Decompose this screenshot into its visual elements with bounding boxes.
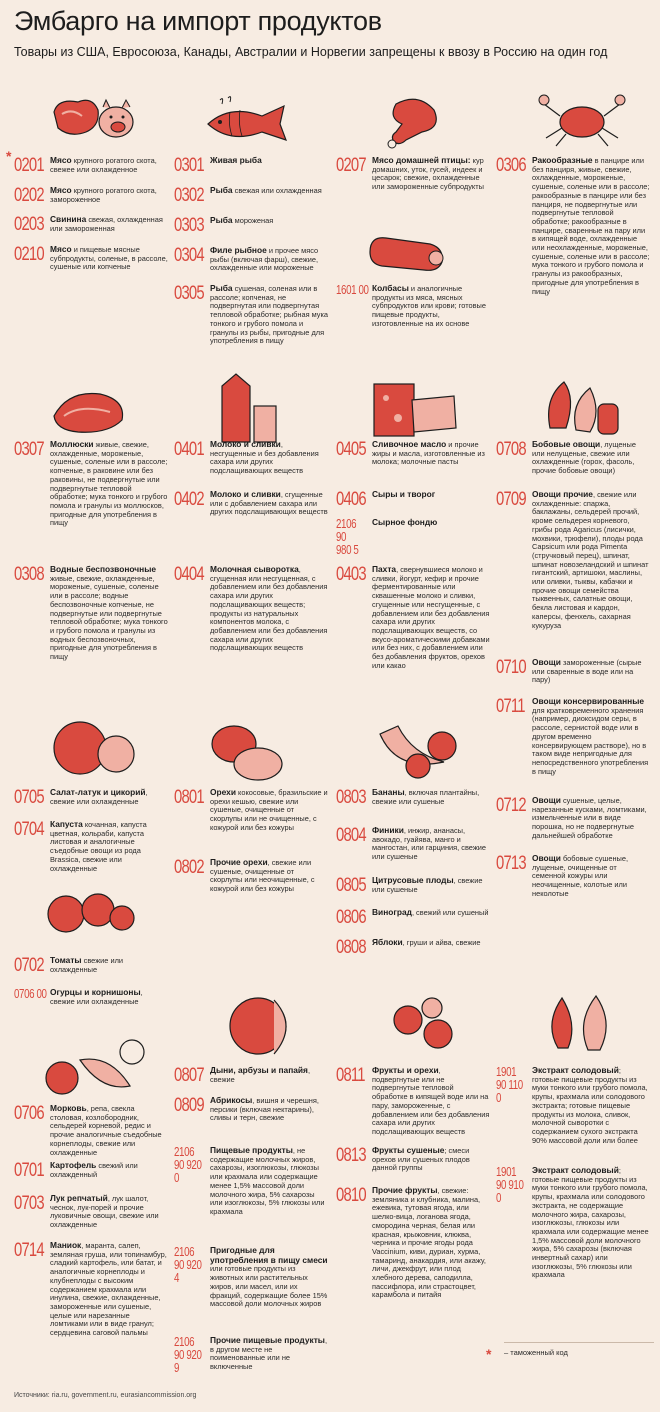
product-name: Прочие пищевые продукты (210, 1335, 325, 1345)
code-entry-0710 (496, 658, 650, 685)
milk-carton-icon (214, 370, 294, 446)
product-description: , маранта, салеп, земляная груша, или топинамбур, сладкий картофель, или батат, и аналогичные корнеплоды и клубнеплоды с высоким содержанием крахмала или инулина, свежие, охлажденные, замороженные или сушеные, целые или нарезанные ломтиками или в виде гранул; сердцевина саговой пальмы (50, 1241, 167, 1338)
legend-divider (504, 1342, 654, 1343)
product-description: бобовые сушеные, лущеные, очищенные от семенной кожуры или неочищенные, колотые или неколотые (532, 854, 629, 898)
product-name: Овощи (532, 657, 561, 667)
code-entry-0207 (336, 156, 490, 192)
product-description: , сгущенные или с добавлением сахара или других подслащивающих веществ (210, 490, 328, 517)
product-description: в панцире или без панциря, живые, свежие, охлажденные, мороженые, сушеные, соленые или в рассоле; ракообразные в панцире или без панциря, не подвергнутые или подвергнутые тепловой обработке; ракообразные в панцире, сваренные на пару или в кипящей воде, охлажденные или неохлажденные, мороженые, сушеные, соленые или в рассоле; мука тонкого и грубого помола и гранулы из ракообразных, пригодные для употребления в пищу (532, 156, 650, 296)
code-entry-0705 (14, 788, 168, 806)
customs-code: 0705 (14, 787, 44, 808)
cheese-icon (370, 370, 466, 444)
product-description: свежая или охлажденная (232, 186, 322, 195)
code-entry-0807 (174, 1066, 328, 1084)
product-name: Овощи прочие (532, 489, 593, 499)
product-description: , свежие или сушеные (372, 876, 483, 894)
product-name: Мясо (50, 155, 72, 165)
code-entry-0806 (336, 907, 490, 928)
product-description: кур домашних, уток, гусей, индеек и цесарок; свежие, охлажденные или замороженные субпродукты (372, 156, 484, 192)
legend-text: – таможенный код (504, 1348, 568, 1357)
product-name: Бобовые овощи (532, 439, 601, 449)
customs-code: 2106 90 920 4 (174, 1245, 202, 1285)
product-description: , свежие или охлажденные (50, 988, 143, 1006)
customs-code: 0806 (336, 907, 366, 928)
product-name: Мясо (50, 244, 72, 254)
product-description: , лук шалот, чеснок, лук-порей и прочие луковичные овощи, свежие или охлажденные (50, 1194, 159, 1230)
nuts-icon (204, 716, 290, 788)
product-description: и аналогичные продукты из мяса, мясных субпродуктов или крови; готовые пищевые продукты, изготовленные на их основе (372, 284, 486, 328)
product-name: Мясо (50, 185, 72, 195)
product-name: Экстракт солодовый (532, 1165, 619, 1175)
customs-code: 0402 (174, 489, 204, 510)
product-name: Свинина (50, 214, 87, 224)
sausage-icon (360, 222, 450, 282)
code-entry-0305 (174, 284, 328, 346)
customs-code: 0714 (14, 1240, 44, 1261)
code-entry-0406 (336, 489, 490, 510)
product-name: Овощи (532, 853, 561, 863)
melon-icon (224, 988, 300, 1064)
product-name: Рыба (210, 185, 233, 195)
customs-code: 0807 (174, 1065, 204, 1086)
product-name: Сыры и творог (372, 489, 436, 499)
code-entry-0201 (14, 156, 168, 174)
product-description: сушеные, целые, нарезанные кусками, ломтиками, измельченные или в виде порошка, но не подвергнутые дальнейшей обработке (532, 796, 647, 840)
product-description: , свежие (210, 1066, 311, 1084)
customs-code: 0405 (336, 439, 366, 460)
product-name: Овощи (532, 795, 561, 805)
code-entry-0810 (336, 1186, 490, 1300)
product-description: , инжир, ананасы, авокадо, гуайява, манго и мангостан, или гарциния, свежие или сушеные (372, 826, 487, 862)
code-entry-1901-90-910-0 (496, 1166, 650, 1280)
customs-code: 0801 (174, 787, 204, 808)
customs-code: 2106 90 920 9 (174, 1335, 202, 1375)
product-description: , груши и айва, свежие (402, 938, 481, 947)
product-name: Абрикосы (210, 1095, 253, 1105)
product-name: Пищевые продукты (210, 1145, 293, 1155)
customs-code: 0808 (336, 937, 366, 958)
product-description: , свежие или охлажденные (50, 788, 148, 806)
footnote-star: * (6, 148, 12, 164)
product-name: Картофель (50, 1160, 97, 1170)
code-entry-1901-90-110-0 (496, 1066, 650, 1145)
customs-code: 0703 (14, 1193, 44, 1214)
customs-code: 0306 (496, 155, 526, 176)
product-name: Маниок (50, 1240, 82, 1250)
customs-code: 0401 (174, 439, 204, 460)
code-entry-0713 (496, 854, 650, 899)
code-entry-2106-90-920-0 (174, 1146, 328, 1217)
customs-code: 0804 (336, 825, 366, 846)
customs-code: 0711 (496, 696, 525, 717)
code-entry-0803 (336, 788, 490, 806)
product-description: , свежие или охлажденные: спаржа, баклажаны, сельдерей прочий, кроме сельдерея корневого, грибы рода Agaricus (лисички, мохвики, трюфели), плоды рода Capsicum или рода Pimenta (стручковый перец), шпинат, шпинат новозеландский и шпинат гигантский, артишоки, маслины, или оливки, тыквы, кабачки и прочие овощи семейства тыквенных, салатные овощи, бекла листовая и кардон, каперсы, фенхель, сахарная кукуруза (532, 490, 649, 630)
product-name: Пахта (372, 564, 397, 574)
customs-code: 0811 (336, 1065, 365, 1086)
customs-code: 0304 (174, 245, 204, 266)
product-name: Моллюски (50, 439, 94, 449)
product-description: кокосовые, бразильские и орехи кешью, свежие или сушеные, очищенные от скорлупы или не очищенные, с кожурой или без кожуры (210, 788, 328, 832)
product-description: свежие или охлажденные (50, 956, 124, 974)
product-name: Ракообразные (532, 155, 593, 165)
code-entry-0813 (336, 1146, 490, 1173)
customs-code: 0305 (174, 283, 204, 304)
customs-code: 0802 (174, 857, 204, 878)
product-description: и прочее мясо рыбы (включая фарш), свежие, охлажденные или мороженые (210, 246, 319, 273)
code-entry-0708 (496, 440, 650, 476)
code-entry-0706-00 (14, 988, 168, 1006)
product-name: Виноград (372, 907, 412, 917)
product-description: ; готовые пищевые продукты из муки тонкого или грубого помола, крупы, крахмала или солодового экстракта; готовые пищевые продукты из молока, сливок, молочной сыворотки с содержанием сухого экстракта 90% массовой доли или более (532, 1066, 648, 1145)
product-description: , не содержащие молочных жиров, сахарозы, изоглюкозы, глюкозы или крахмала или содержащие менее 1,5% массовой доли молочного жира, 5% сахарозы или изоглюкозы, 5% глюкозы или крахмала (210, 1146, 325, 1216)
cabbage-icon (44, 712, 144, 782)
code-entry-0404 (174, 565, 328, 653)
product-name: Рыба (210, 215, 233, 225)
product-description: мороженая (232, 216, 274, 225)
customs-code: 0805 (336, 875, 366, 896)
product-description: и пищевые мясные субпродукты, соленые, в рассоле, сушеные или копченые (50, 245, 168, 272)
customs-code: 2106 90 920 0 (174, 1145, 202, 1185)
code-entry-2106-90-920-4 (174, 1246, 328, 1309)
product-name: Фрукты и орехи (372, 1065, 439, 1075)
code-entry-0714 (14, 1241, 168, 1338)
product-description: или готовые продукты из животных или растительных жиров, или масел, или их фракций, содержащие более 15% массовой доли молочных жиров (210, 1264, 328, 1309)
customs-code: 0307 (14, 439, 44, 460)
customs-code: 0406 (336, 489, 366, 510)
code-entry-0307 (14, 440, 168, 528)
code-entry-0809 (174, 1096, 328, 1123)
vegetables-icon (540, 368, 624, 442)
code-entry-0802 (174, 858, 328, 894)
code-entry-0711 (496, 697, 650, 776)
customs-code: 0803 (336, 787, 366, 808)
customs-code: 0403 (336, 564, 366, 585)
customs-code: 0706 00 (14, 987, 47, 1001)
product-name: Прочие фрукты (372, 1185, 438, 1195)
code-entry-0306 (496, 156, 650, 296)
code-entry-0805 (336, 876, 490, 894)
root-vegetables-icon (40, 1030, 150, 1104)
product-description: , свежий или сушеный (411, 908, 489, 917)
fish-icon (200, 94, 292, 150)
code-entry-2106-90-920-9 (174, 1335, 328, 1375)
product-name: Яблоки (372, 937, 403, 947)
crab-icon (536, 86, 628, 152)
code-entry-0304 (174, 246, 328, 273)
malt-extract-icon (538, 988, 628, 1060)
code-entry-0801 (174, 788, 328, 833)
product-name: Прочие орехи (210, 857, 268, 867)
page-subtitle: Товары из США, Евросоюза, Канады, Австралии и Норвегии запрещены к ввозу в Россию на один год (14, 45, 608, 59)
product-name: Живая рыба (210, 155, 262, 165)
customs-code: 0708 (496, 439, 526, 460)
customs-code: 0303 (174, 215, 204, 236)
customs-code: 0203 (14, 214, 44, 235)
product-description: и прочие жиры и масла, изготовленные из молока; молочные пасты (372, 440, 485, 467)
product-name: Морковь (50, 1103, 87, 1113)
customs-code: 0201 (14, 155, 44, 176)
product-description: , лущеные или нелущеные, свежие или охлажденные (горох, фасоль, прочие бобовые овощи) (532, 440, 636, 476)
customs-code: 0702 (14, 955, 44, 976)
product-name: Капуста (50, 819, 83, 829)
product-name: Сливочное масло (372, 439, 447, 449)
product-name: Филе рыбное (210, 245, 267, 255)
product-name: Сырное фондю (372, 517, 438, 527)
code-entry-0203 (14, 215, 168, 233)
code-entry-0210 (14, 245, 168, 272)
bananas-icon (372, 716, 468, 782)
customs-code: 0813 (336, 1145, 366, 1166)
customs-code: 1601 00 (336, 283, 369, 297)
product-description: , свернувшиеся молоко и сливки, йогурт, кефир и прочие ферментированные или сквашенные молоко и сливки, сгущенные или несгущенные, с добавлением или без добавления сахара или других подслащивающих веществ, со вкусо-ароматическими добавками или без них, с добавлением или без добавления фруктов, орехов или какао (372, 565, 490, 670)
code-entry-0402 (174, 490, 328, 517)
code-entry-1601-00 (336, 284, 490, 329)
product-name: Молочная сыворотка (210, 564, 299, 574)
product-name: Мясо домашней птицы: (372, 155, 471, 165)
customs-code: 0701 (14, 1160, 44, 1181)
product-name: Пригодные для употребления в пищу смеси (210, 1245, 328, 1265)
product-name: Бананы (372, 787, 405, 797)
customs-code: 0308 (14, 564, 44, 585)
product-description: , свежие: земляника и клубника, малина, ежевика, тутовая ягода, или шелко-вица, логанова ягода, смородина черная, белая или красная, крыжовник, клюква, черника и прочие ягоды рода Vaccinium, киви, дуриан, хурма, тамаринд, анакардия, или акажу, личи, джекфрут, или плод хлебного дерева, саподилла, пассифлора, или страстоцвет, карамбола и питайя (372, 1186, 486, 1300)
code-entry-0704 (14, 820, 168, 873)
product-description: для кратковременного хранения (например, диоксидом серы, в рассоле, сернистой воде или в другом временно консервирующем растворе), но в таком виде непригодные для непосредственного употребления в пищу (532, 705, 649, 776)
customs-code: 0706 (14, 1103, 44, 1124)
product-name: Томаты (50, 955, 82, 965)
product-description: , в другом месте не поименованные или не включенные (210, 1336, 328, 1372)
product-name: Овощи консервированные (532, 696, 645, 706)
product-description: , репа, свекла столовая, козлобородник, сельдерей корневой, редис и прочие аналогичные съедобные корнеплоды, свежие или охлажденные (50, 1104, 162, 1157)
product-name: Цитрусовые плоды (372, 875, 454, 885)
product-name: Огурцы и корнишоны (50, 987, 141, 997)
code-entry-0401 (174, 440, 328, 476)
code-entry-0405 (336, 440, 490, 467)
legend-star-icon: * (486, 1346, 492, 1362)
code-entry-0202 (14, 186, 168, 204)
code-entry-0712 (496, 796, 650, 841)
product-name: Лук репчатый (50, 1193, 108, 1203)
customs-code: 0302 (174, 185, 204, 206)
chicken-leg-icon (378, 92, 448, 152)
product-name: Колбасы (372, 283, 409, 293)
product-name: Дыни, арбузы и папайя (210, 1065, 308, 1075)
product-description: , несгущенные и без добавления сахара или других подслащивающих веществ (210, 440, 319, 476)
product-description: крупного рогатого скота, свежее или охлажденное (50, 156, 157, 174)
product-name: Фрукты сушеные (372, 1145, 445, 1155)
customs-code: 0712 (496, 795, 526, 816)
product-description: свежая, охлажденная или замороженная (50, 215, 163, 233)
product-name: Салат-латук и цикорий (50, 787, 146, 797)
customs-code: 0710 (496, 657, 526, 678)
product-name: Орехи (210, 787, 236, 797)
code-entry-0308 (14, 565, 168, 662)
customs-code: 0810 (336, 1185, 366, 1206)
product-description: сушеная, соленая или в рассоле; копченая, не подвергнутая или подвергнутая тепловой обработке; рыбная мука тонкого и грубого помола и гранулы из рыбы, пригодные для употребления в пищу (210, 284, 328, 346)
product-name: Молоко и сливки (210, 439, 281, 449)
product-description: , сгущенная или несгущенная, с добавлением или без добавления сахара или других подслащивающих веществ; продукты из натуральных компонентов молока, с добавлением или без добавления сахара или других подслащивающих веществ (210, 565, 328, 653)
pig-and-beef-icon (48, 92, 138, 147)
code-entry-2106-90-980-5 (336, 517, 490, 557)
customs-code: 0210 (14, 244, 44, 265)
product-description: живые, свежие, охлажденные, мороженые, сушеные, соленые или в рассоле; водные беспозвоночные копченые, не подвергнутые или подвергнутые тепловой обработке; мука тонкого и грубого помола и гранулы из водных беспозвоночных, пригодные для употребления в пищу (50, 573, 168, 662)
page-title: Эмбарго на импорт продуктов (14, 6, 382, 36)
customs-code: 0713 (496, 853, 526, 874)
customs-code: 0207 (336, 155, 366, 176)
berries-icon (384, 988, 464, 1058)
code-entry-0301 (174, 155, 328, 176)
product-description: живые, свежие, охлажденные, мороженые, сушеные, соленые или в рассоле; копченые, в раковине или без раковины, не подвергнутые или подвергнутые тепловой обработке; мука тонкого и грубого помола и гранулы из моллюсков, пригодные для употребления в пищу (50, 440, 168, 528)
customs-code: 0809 (174, 1095, 204, 1116)
product-description: , свежие или сушеные, очищенные от скорлупы или неочищенные, с кожурой или без кожуры (210, 858, 315, 894)
product-description: кочанная, капуста цветная, кольраби, капуста листовая и аналогичные съедобные овощи из рода Brassica, свежие или охлажденные (50, 820, 147, 873)
mollusk-icon (48, 384, 132, 440)
code-entry-0701 (14, 1161, 168, 1179)
code-entry-0808 (336, 937, 490, 958)
product-name: Молоко и сливки (210, 489, 281, 499)
customs-code: 0704 (14, 819, 44, 840)
product-name: Водные беспозвоночные (50, 564, 157, 574)
code-entry-0303 (174, 215, 328, 236)
code-entry-0702 (14, 956, 168, 974)
code-entry-0706 (14, 1104, 168, 1157)
product-name: Экстракт солодовый (532, 1065, 619, 1075)
product-description: ; смеси орехов или сушеных плодов данной группы (372, 1146, 470, 1173)
product-description: крупного рогатого скота, замороженное (50, 186, 157, 204)
product-name: Рыба (210, 283, 233, 293)
code-entry-0703 (14, 1194, 168, 1230)
product-description: , подвергнутые или не подвергнутые тепловой обработке в кипящей воде или на пару, замороженные, с добавлением или без добавления сахара или других подслащивающих веществ (372, 1066, 490, 1136)
customs-code: 0301 (174, 155, 204, 176)
tomatoes-icon (40, 882, 136, 938)
code-entry-0709 (496, 490, 650, 630)
customs-code: 1901 90 910 0 (496, 1165, 524, 1205)
sources: Источники: ria.ru, government.ru, eurasiancommission.org (14, 1392, 197, 1399)
product-description: , включая плантайны, свежие или сушеные (372, 788, 480, 806)
code-entry-0302 (174, 185, 328, 206)
code-entry-0811 (336, 1066, 490, 1137)
product-description: замороженные (сырые или сваренные в воде или на пару) (532, 658, 642, 685)
product-description: свежий или охлажденный (50, 1161, 138, 1179)
product-description: ; готовые пищевые продукты из муки тонкого или грубого помола, крупы, крахмала или солодового экстракта, не содержащие молочного жира, сахарозы, изоглюкозы, глюкозы или крахмала или содержащие менее 1,5% массовой доли молочного жира, 5% сахарозы (включая инвертный сахар) или изоглюкозы, 5% глюкозы или крахмала (532, 1166, 649, 1280)
code-entry-0804 (336, 826, 490, 862)
customs-code: 0404 (174, 564, 204, 585)
customs-code: 2106 90 980 5 (336, 517, 359, 557)
product-name: Финики (372, 825, 404, 835)
code-entry-0403 (336, 565, 490, 670)
product-description: , вишня и черешня, персики (включая нектарины), сливы и терн, свежие (210, 1096, 319, 1123)
customs-code: 0709 (496, 489, 526, 510)
customs-code: 0202 (14, 185, 44, 206)
customs-code: 1901 90 110 0 (496, 1065, 523, 1105)
